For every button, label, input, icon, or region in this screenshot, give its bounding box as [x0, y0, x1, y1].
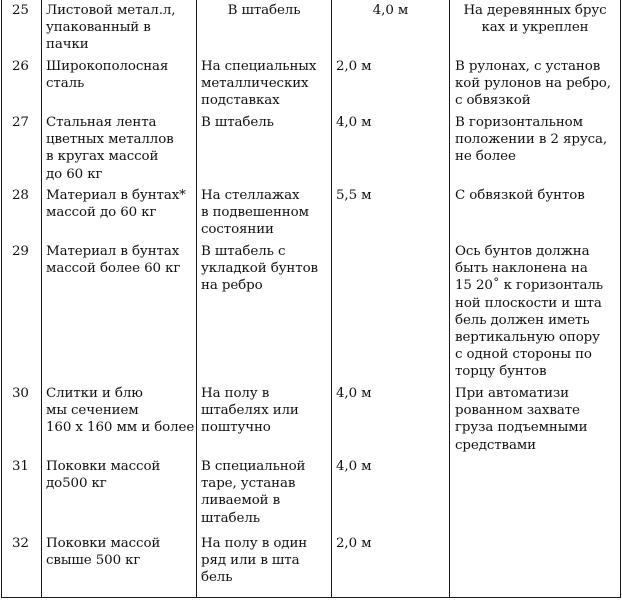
storage-method: В штабель — [197, 112, 332, 185]
storage-method: В штабель — [197, 0, 332, 56]
row-number: 26 — [2, 56, 42, 112]
table-row — [2, 185, 621, 241]
storage-method: В специальной таре, устанав ливаемой в штабель — [197, 456, 332, 533]
storage-note: Ось бунтов должна быть наклонена на 15 20˚ к горизонталь ной плоскости и шта бель должен иметь вертикальную опору с одной стороны по торцу бунтов — [450, 241, 621, 383]
storage-height: 4,0 м — [332, 456, 450, 533]
material-name: Широкополосная сталь — [42, 56, 197, 112]
row-number: 28 — [2, 185, 42, 241]
table-row — [2, 112, 621, 185]
material-name: Поковки массой свыше 500 кг — [42, 533, 197, 597]
storage-note: В горизонтальном положении в 2 яруса, не более — [450, 112, 621, 185]
storage-height: 4,0 м — [332, 112, 450, 185]
storage-height: 2,0 м — [332, 56, 450, 112]
table-row — [2, 0, 621, 56]
row-number: 25 — [2, 0, 42, 56]
storage-method: На полу в один ряд или в шта бель — [197, 533, 332, 597]
material-name: Листовой метал.л, упакованный в пачки — [42, 0, 197, 56]
storage-method: На полу в штабелях или поштучно — [197, 383, 332, 456]
table-row — [2, 241, 621, 383]
storage-height: 4,0 м — [332, 0, 450, 56]
row-number: 30 — [2, 383, 42, 456]
storage-height: 2,0 м — [332, 533, 450, 597]
row-number: 31 — [2, 456, 42, 533]
storage-method: На специальных металлических подставках — [197, 56, 332, 112]
storage-height — [332, 241, 450, 383]
row-number: 32 — [2, 533, 42, 597]
material-name: Материал в бунтах* массой до 60 кг — [42, 185, 197, 241]
storage-height: 5,5 м — [332, 185, 450, 241]
storage-height: 4,0 м — [332, 383, 450, 456]
storage-norms-table — [1, 0, 621, 598]
material-name: Стальная лента цветных металлов в кругах массой до 60 кг — [42, 112, 197, 185]
table-row — [2, 383, 621, 456]
table-row — [2, 533, 621, 597]
material-name: Слитки и блю мы сечением 160 х 160 мм и более — [42, 383, 197, 456]
storage-method: На стеллажах в подвешенном состоянии — [197, 185, 332, 241]
storage-note: На деревянных брус ках и укреплен — [450, 0, 621, 56]
row-number: 29 — [2, 241, 42, 383]
storage-method: В штабель с укладкой бунтов на ребро — [197, 241, 332, 383]
storage-note: В рулонах, с установ кой рулонов на ребро, с обвязкой — [450, 56, 621, 112]
storage-note: С обвязкой бунтов — [450, 185, 621, 241]
row-number: 27 — [2, 112, 42, 185]
material-name: Поковки массой до500 кг — [42, 456, 197, 533]
table-row — [2, 56, 621, 112]
storage-note — [450, 456, 621, 533]
storage-note — [450, 533, 621, 597]
material-name: Материал в бунтах массой более 60 кг — [42, 241, 197, 383]
storage-note: При автоматизи рованном захвате груза подъемными средствами — [450, 383, 621, 456]
table-row — [2, 456, 621, 533]
